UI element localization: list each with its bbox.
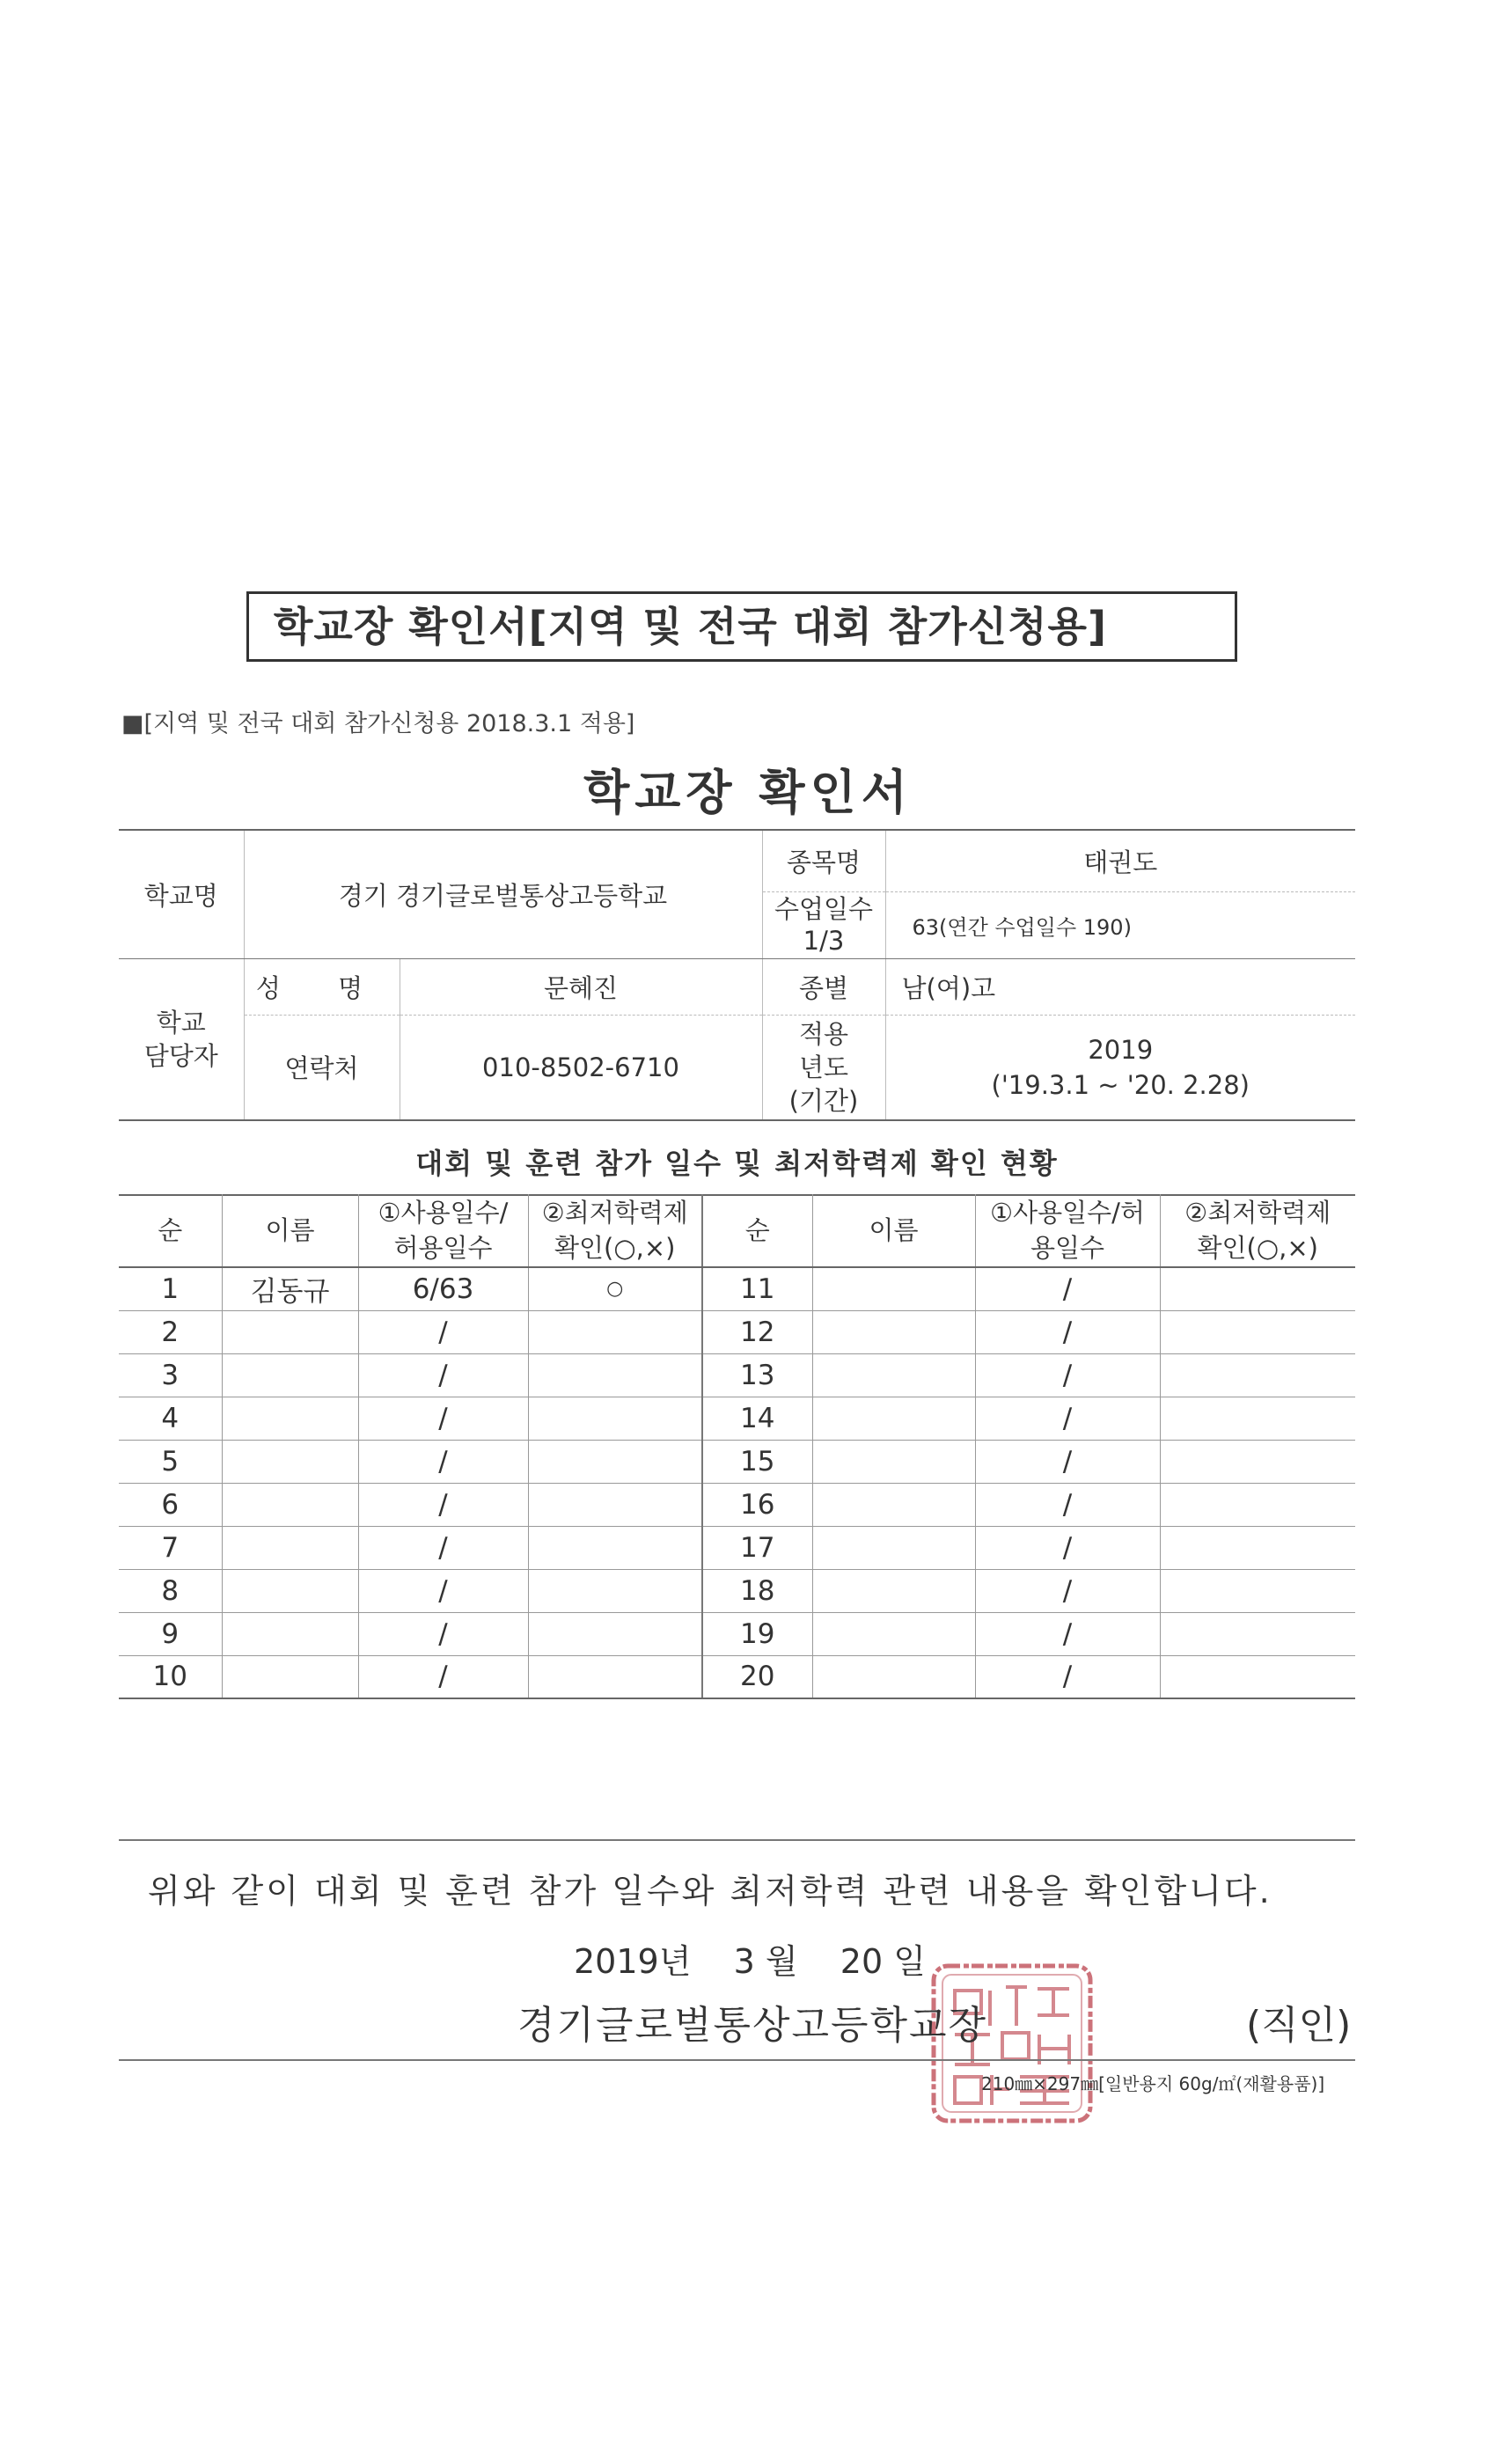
cell-check-right [1160, 1440, 1355, 1483]
cell-name-right [812, 1612, 975, 1655]
header-min-left [528, 1194, 702, 1267]
cell-check-right [1160, 1353, 1355, 1397]
header-min-left-line2: 확인(○,×) [554, 1233, 676, 1263]
cell-seq-right: 12 [702, 1310, 812, 1353]
cell-seq-left: 2 [119, 1310, 222, 1353]
footer-top-rule [119, 1839, 1355, 1841]
cell-check-right [1160, 1397, 1355, 1440]
cell-name-left [222, 1526, 358, 1569]
cell-days-left: / [358, 1483, 528, 1526]
cell-seq-right: 19 [702, 1612, 812, 1655]
form-subtitle: ■[지역 및 전국 대회 참가신청용 2018.3.1 적용] [121, 710, 635, 737]
cell-name-right [812, 1310, 975, 1353]
cell-days-right: / [975, 1267, 1160, 1310]
cell-check-left [528, 1353, 702, 1397]
header-name-left: 이름 [222, 1194, 358, 1267]
cell-seq-right: 13 [702, 1353, 812, 1397]
cell-name-right [812, 1397, 975, 1440]
year-value [885, 1015, 1355, 1120]
cell-check-right [1160, 1655, 1355, 1698]
manager-label-line1: 학교 [156, 1007, 206, 1038]
cell-seq-left: 8 [119, 1569, 222, 1612]
table-row [119, 1655, 1355, 1698]
cell-name-left [222, 1440, 358, 1483]
cell-check-left [528, 1569, 702, 1612]
cell-name-right [812, 1267, 975, 1310]
form-title-box [246, 591, 1237, 662]
footer-bottom-rule [119, 2059, 1355, 2061]
header-days-left-line2: 허용일수 [393, 1233, 493, 1263]
confirm-text: 위와 같이 대회 및 훈련 참가 일수와 최저학력 관련 내용을 확인합니다. [148, 1872, 1272, 1910]
cell-name-right [812, 1483, 975, 1526]
class-days-label-text: 수업일수 [774, 894, 874, 924]
cell-check-left [528, 1310, 702, 1353]
class-days-fraction: 1/3 [803, 926, 845, 956]
header-min-left-line1: ②최저학력제 [541, 1198, 688, 1228]
header-seq-right: 순 [702, 1194, 812, 1267]
cell-check-right [1160, 1569, 1355, 1612]
cell-check-left [528, 1526, 702, 1569]
year-label [762, 1015, 885, 1120]
cell-name-right [812, 1353, 975, 1397]
cell-name-right [812, 1569, 975, 1612]
cell-days-left: / [358, 1353, 528, 1397]
cell-name-left [222, 1353, 358, 1397]
participation-table [119, 1194, 1355, 1699]
cell-check-left [528, 1440, 702, 1483]
event-label: 종목명 [762, 830, 885, 891]
table-row [119, 1612, 1355, 1655]
cell-check-right [1160, 1483, 1355, 1526]
table-row [119, 1267, 1355, 1310]
section-title: 대회 및 훈련 참가 일수 및 최저학력제 확인 현황 [119, 1133, 1355, 1196]
header-min-right-line2: 확인(○,×) [1197, 1233, 1318, 1263]
table-row [119, 1310, 1355, 1353]
cell-name-left [222, 1483, 358, 1526]
cell-name-left [222, 1397, 358, 1440]
header-days-right-line1: ①사용일수/허 [990, 1198, 1145, 1228]
date-year: 2019년 [574, 1942, 692, 1981]
year-label-line1: 적용 [798, 1018, 849, 1049]
cell-seq-left: 6 [119, 1483, 222, 1526]
school-value: 경기 경기글로벌통상고등학교 [244, 830, 762, 958]
confirm-date [574, 1934, 926, 1983]
table-row [119, 1483, 1355, 1526]
header-days-left [358, 1194, 528, 1267]
cell-name-left [222, 1612, 358, 1655]
gender-label: 종별 [762, 958, 885, 1015]
cell-seq-right: 14 [702, 1397, 812, 1440]
cell-days-left: 6/63 [358, 1267, 528, 1310]
cell-days-left: / [358, 1310, 528, 1353]
table-header-row [119, 1194, 1355, 1267]
header-seq-left: 순 [119, 1194, 222, 1267]
cell-days-right: / [975, 1655, 1160, 1698]
cell-days-left: / [358, 1612, 528, 1655]
table-row [119, 1569, 1355, 1612]
cell-days-right: / [975, 1440, 1160, 1483]
cell-check-left [528, 1397, 702, 1440]
cell-days-left: / [358, 1397, 528, 1440]
header-min-right [1160, 1194, 1355, 1267]
cell-seq-left: 5 [119, 1440, 222, 1483]
cell-days-right: / [975, 1569, 1160, 1612]
class-days-value: 63(연간 수업일수 190) [885, 891, 1355, 958]
cell-days-left: / [358, 1655, 528, 1698]
event-value: 태권도 [885, 830, 1355, 891]
cell-check-left [528, 1655, 702, 1698]
cell-seq-right: 16 [702, 1483, 812, 1526]
date-day: 20 일 [840, 1942, 926, 1981]
name-label: 성 명 [244, 958, 400, 1015]
cell-seq-right: 17 [702, 1526, 812, 1569]
cell-days-left: / [358, 1569, 528, 1612]
cell-check-right [1160, 1612, 1355, 1655]
cell-seq-left: 3 [119, 1353, 222, 1397]
cell-days-right: / [975, 1397, 1160, 1440]
info-table [119, 829, 1355, 1121]
cell-check-right [1160, 1267, 1355, 1310]
cell-name-right [812, 1526, 975, 1569]
cell-name-right [812, 1655, 975, 1698]
header-days-right [975, 1194, 1160, 1267]
cell-check-right [1160, 1526, 1355, 1569]
cell-seq-left: 1 [119, 1267, 222, 1310]
form-title: 학교장 확인서[지역 및 전국 대회 참가신청용] [274, 603, 1107, 650]
year-value-period: ('19.3.1 ~ '20. 2.28) [991, 1069, 1250, 1100]
cell-seq-right: 11 [702, 1267, 812, 1310]
cell-days-right: / [975, 1612, 1160, 1655]
cell-name-left: 김동규 [222, 1267, 358, 1310]
header-days-left-line1: ①사용일수/ [378, 1198, 509, 1228]
cell-seq-left: 10 [119, 1655, 222, 1698]
cell-name-left [222, 1655, 358, 1698]
cell-check-right [1160, 1310, 1355, 1353]
year-label-line2: 년도 [798, 1052, 849, 1082]
contact-label: 연락처 [244, 1015, 400, 1120]
principal-name: 경기글로벌통상고등학교장 [517, 2003, 988, 2048]
cell-seq-left: 4 [119, 1397, 222, 1440]
seal-label: (직인) [1246, 2003, 1352, 2048]
header-min-right-line1: ②최저학력제 [1184, 1198, 1331, 1228]
cell-days-left: / [358, 1526, 528, 1569]
cell-seq-left: 9 [119, 1612, 222, 1655]
document-title: 학교장 확인서 [583, 765, 913, 820]
school-label: 학교명 [119, 830, 244, 958]
cell-seq-right: 18 [702, 1569, 812, 1612]
name-value: 문혜진 [400, 958, 762, 1015]
header-name-right: 이름 [812, 1194, 975, 1267]
header-days-right-line2: 용일수 [1030, 1233, 1105, 1263]
cell-days-right: / [975, 1483, 1160, 1526]
contact-value: 010-8502-6710 [400, 1015, 762, 1120]
paper-spec: 210㎜×297㎜[일반용지 60g/㎡(재활용품)] [981, 2073, 1325, 2094]
cell-check-left [528, 1612, 702, 1655]
cell-name-right [812, 1440, 975, 1483]
table-row [119, 1397, 1355, 1440]
cell-name-left [222, 1569, 358, 1612]
gender-value: 남(여)고 [885, 958, 1355, 1015]
year-label-line3: (기간) [788, 1085, 859, 1116]
cell-days-left: / [358, 1440, 528, 1483]
table-row [119, 1440, 1355, 1483]
table-row [119, 1353, 1355, 1397]
participation-rows [119, 1267, 1355, 1698]
cell-seq-right: 20 [702, 1655, 812, 1698]
cell-check-left [528, 1483, 702, 1526]
cell-seq-left: 7 [119, 1526, 222, 1569]
cell-seq-right: 15 [702, 1440, 812, 1483]
manager-label-line2: 담당자 [143, 1040, 218, 1071]
cell-days-right: / [975, 1310, 1160, 1353]
class-days-label [762, 891, 885, 958]
cell-check-left: ○ [528, 1267, 702, 1310]
date-month: 3 월 [733, 1942, 798, 1981]
cell-days-right: / [975, 1353, 1160, 1397]
cell-name-left [222, 1310, 358, 1353]
manager-label [119, 958, 244, 1120]
year-value-year: 2019 [1088, 1034, 1154, 1065]
cell-days-right: / [975, 1526, 1160, 1569]
table-row [119, 1526, 1355, 1569]
